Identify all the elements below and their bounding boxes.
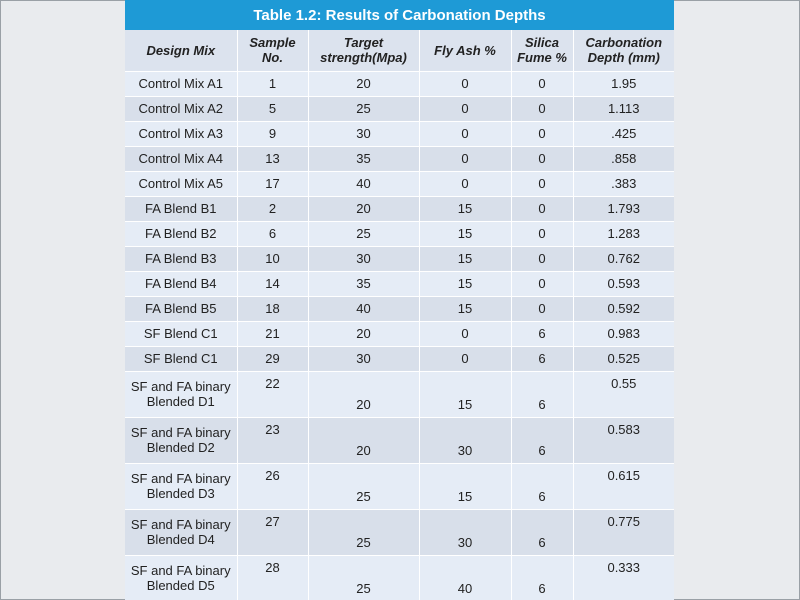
cell-sample-no: 10 [237,246,308,271]
cell-sample-no: 21 [237,321,308,346]
cell-silica-fume: 0 [511,71,573,96]
cell-design-mix: Control Mix A5 [125,171,237,196]
cell-target-strength: 35 [308,271,419,296]
cell-sample-no: 28 [237,555,308,600]
cell-design-mix: SF and FA binary Blended D3 [125,463,237,509]
header-fly-ash: Fly Ash % [419,30,511,71]
cell-silica-fume: 6 [511,509,573,555]
cell-target-strength: 20 [308,371,419,417]
cell-silica-fume: 0 [511,221,573,246]
cell-sample-no: 14 [237,271,308,296]
cell-target-strength: 40 [308,171,419,196]
cell-fly-ash: 0 [419,171,511,196]
cell-target-strength: 30 [308,346,419,371]
cell-sample-no: 22 [237,371,308,417]
cell-carbonation-depth: .425 [573,121,674,146]
cell-fly-ash: 15 [419,246,511,271]
table-body [125,71,674,600]
cell-design-mix: SF and FA binary Blended D5 [125,555,237,600]
cell-fly-ash: 0 [419,146,511,171]
cell-target-strength: 25 [308,221,419,246]
cell-silica-fume: 0 [511,196,573,221]
cell-design-mix: FA Blend B4 [125,271,237,296]
table-row [125,417,674,463]
cell-carbonation-depth: 0.615 [573,463,674,509]
header-sample-no: Sample No. [237,30,308,71]
table-row [125,371,674,417]
cell-sample-no: 29 [237,346,308,371]
header-target-strength: Target strength(Mpa) [308,30,419,71]
cell-target-strength: 20 [308,71,419,96]
cell-sample-no: 17 [237,171,308,196]
header-design-mix: Design Mix [125,30,237,71]
cell-target-strength: 20 [308,417,419,463]
cell-silica-fume: 6 [511,346,573,371]
header-row [125,30,674,71]
cell-sample-no: 1 [237,71,308,96]
cell-target-strength: 40 [308,296,419,321]
cell-silica-fume: 6 [511,417,573,463]
cell-carbonation-depth: 1.283 [573,221,674,246]
cell-design-mix: FA Blend B3 [125,246,237,271]
table-row [125,171,674,196]
cell-target-strength: 25 [308,555,419,600]
cell-silica-fume: 6 [511,371,573,417]
cell-carbonation-depth: 0.583 [573,417,674,463]
cell-design-mix: Control Mix A4 [125,146,237,171]
cell-design-mix: Control Mix A3 [125,121,237,146]
cell-fly-ash: 30 [419,509,511,555]
cell-design-mix: Control Mix A2 [125,96,237,121]
table-row [125,296,674,321]
cell-fly-ash: 0 [419,71,511,96]
cell-carbonation-depth: 0.762 [573,246,674,271]
cell-fly-ash: 15 [419,371,511,417]
cell-fly-ash: 0 [419,96,511,121]
table-row [125,96,674,121]
cell-design-mix: FA Blend B2 [125,221,237,246]
cell-sample-no: 5 [237,96,308,121]
cell-sample-no: 27 [237,509,308,555]
cell-design-mix: SF and FA binary Blended D4 [125,509,237,555]
cell-fly-ash: 0 [419,346,511,371]
cell-silica-fume: 0 [511,121,573,146]
cell-carbonation-depth: 0.983 [573,321,674,346]
cell-carbonation-depth: 0.593 [573,271,674,296]
table-row [125,71,674,96]
cell-sample-no: 18 [237,296,308,321]
cell-carbonation-depth: 1.113 [573,96,674,121]
cell-fly-ash: 15 [419,296,511,321]
cell-fly-ash: 40 [419,555,511,600]
cell-carbonation-depth: .858 [573,146,674,171]
carbonation-table [125,30,674,600]
cell-carbonation-depth: 0.525 [573,346,674,371]
cell-fly-ash: 0 [419,321,511,346]
cell-silica-fume: 0 [511,171,573,196]
results-table-container [125,0,674,600]
cell-silica-fume: 0 [511,146,573,171]
cell-design-mix: SF and FA binary Blended D2 [125,417,237,463]
cell-silica-fume: 0 [511,246,573,271]
cell-carbonation-depth: 0.333 [573,555,674,600]
table-row [125,221,674,246]
cell-sample-no: 2 [237,196,308,221]
table-row [125,509,674,555]
cell-fly-ash: 0 [419,121,511,146]
header-silica-fume: Silica Fume % [511,30,573,71]
table-row [125,321,674,346]
cell-sample-no: 6 [237,221,308,246]
cell-design-mix: FA Blend B1 [125,196,237,221]
cell-target-strength: 25 [308,96,419,121]
cell-fly-ash: 15 [419,221,511,246]
cell-design-mix: SF and FA binary Blended D1 [125,371,237,417]
table-row [125,146,674,171]
cell-silica-fume: 6 [511,321,573,346]
cell-target-strength: 35 [308,146,419,171]
cell-target-strength: 20 [308,321,419,346]
cell-sample-no: 9 [237,121,308,146]
cell-fly-ash: 15 [419,271,511,296]
cell-fly-ash: 30 [419,417,511,463]
table-row [125,246,674,271]
cell-fly-ash: 15 [419,196,511,221]
cell-carbonation-depth: 1.95 [573,71,674,96]
cell-sample-no: 26 [237,463,308,509]
table-row [125,463,674,509]
header-carbonation-depth: Carbonation Depth (mm) [573,30,674,71]
table-caption: Table 1.2: Results of Carbonation Depths [125,0,674,30]
cell-carbonation-depth: .383 [573,171,674,196]
table-row [125,121,674,146]
cell-design-mix: SF Blend C1 [125,346,237,371]
cell-target-strength: 30 [308,121,419,146]
cell-carbonation-depth: 0.592 [573,296,674,321]
cell-target-strength: 25 [308,463,419,509]
cell-target-strength: 30 [308,246,419,271]
cell-silica-fume: 0 [511,296,573,321]
cell-carbonation-depth: 1.793 [573,196,674,221]
cell-sample-no: 13 [237,146,308,171]
cell-silica-fume: 6 [511,555,573,600]
cell-carbonation-depth: 0.775 [573,509,674,555]
table-row [125,271,674,296]
cell-carbonation-depth: 0.55 [573,371,674,417]
cell-fly-ash: 15 [419,463,511,509]
cell-silica-fume: 6 [511,463,573,509]
cell-silica-fume: 0 [511,96,573,121]
table-row [125,196,674,221]
cell-target-strength: 25 [308,509,419,555]
cell-design-mix: FA Blend B5 [125,296,237,321]
cell-target-strength: 20 [308,196,419,221]
table-row [125,346,674,371]
cell-design-mix: SF Blend C1 [125,321,237,346]
table-row [125,555,674,600]
cell-sample-no: 23 [237,417,308,463]
cell-silica-fume: 0 [511,271,573,296]
cell-design-mix: Control Mix A1 [125,71,237,96]
